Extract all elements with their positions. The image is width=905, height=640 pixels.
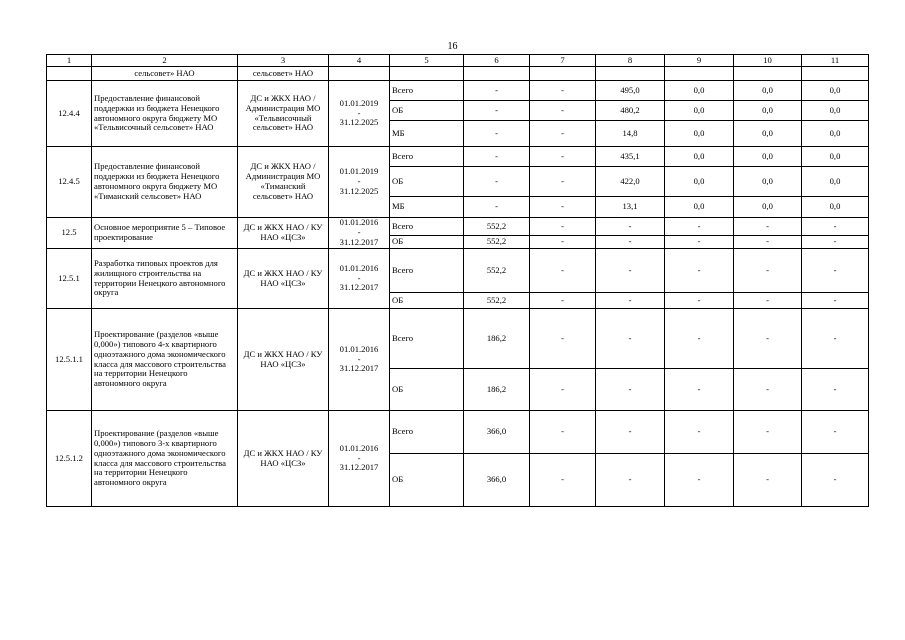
header-cell: 8	[596, 55, 665, 67]
cell-executor: ДС и ЖКХ НАО / КУ НАО «ЦСЗ»	[238, 411, 329, 507]
cell-value: -	[734, 454, 802, 507]
cell-value: 0,0	[665, 167, 734, 197]
cell-value: 366,0	[464, 454, 530, 507]
cell-value: -	[596, 236, 665, 249]
table-row	[47, 81, 869, 101]
cell-description: сельсовет» НАО	[92, 67, 238, 81]
cell-value: -	[530, 197, 596, 218]
cell-value: -	[734, 249, 802, 293]
cell-value: -	[665, 218, 734, 236]
period-line: 31.12.2017	[339, 282, 379, 293]
period-line: -	[357, 176, 361, 187]
period-line: 31.12.2017	[339, 462, 379, 473]
cell	[464, 67, 530, 81]
cell-value: 0,0	[665, 121, 734, 147]
period-line: 01.01.2019	[339, 97, 379, 108]
cell	[47, 67, 92, 81]
cell-value: -	[665, 411, 734, 454]
cell-source: ОБ	[390, 454, 464, 507]
cell-executor: сельсовет» НАО	[238, 67, 329, 81]
budget-table	[46, 54, 869, 507]
table-row	[47, 309, 869, 369]
cell-value: -	[802, 249, 869, 293]
cell-source: МБ	[390, 197, 464, 218]
period-line: 31.12.2017	[339, 236, 379, 247]
cell-source: ОБ	[390, 293, 464, 309]
header-cell: 6	[464, 55, 530, 67]
period-line: -	[357, 227, 361, 238]
cell-value: 552,2	[464, 236, 530, 249]
header-cell: 4	[329, 55, 390, 67]
cell-value: -	[464, 147, 530, 167]
cell-value: 0,0	[734, 197, 802, 218]
cell-description: Основное мероприятие 5 – Типовое проектирование	[92, 218, 238, 249]
cell-value: 0,0	[665, 101, 734, 121]
cell-number: 12.5	[47, 218, 92, 249]
cell-value: -	[734, 236, 802, 249]
period-line: 01.01.2016	[339, 262, 379, 273]
cell-source: Всего	[390, 218, 464, 236]
cell-source: Всего	[390, 147, 464, 167]
header-cell: 1	[47, 55, 92, 67]
cell-source: ОБ	[390, 167, 464, 197]
cell-source: Всего	[390, 249, 464, 293]
cell-value: -	[734, 309, 802, 369]
cell-source: Всего	[390, 411, 464, 454]
cell-period	[329, 81, 390, 147]
period-line: -	[357, 452, 361, 463]
cell-value: -	[530, 411, 596, 454]
cell-value: 13,1	[596, 197, 665, 218]
period-line: 01.01.2016	[339, 343, 379, 354]
cell-value: -	[596, 309, 665, 369]
header-cell: 5	[390, 55, 464, 67]
cell-source: МБ	[390, 121, 464, 147]
cell-value: -	[665, 454, 734, 507]
cell-value: 0,0	[734, 121, 802, 147]
cell-value: 0,0	[802, 197, 869, 218]
cell-value: -	[530, 309, 596, 369]
cell-value: -	[665, 309, 734, 369]
cell-value: 366,0	[464, 411, 530, 454]
cell-value: 0,0	[665, 81, 734, 101]
header-cell: 3	[238, 55, 329, 67]
cell-value: -	[665, 369, 734, 411]
cell-value: -	[802, 369, 869, 411]
cell-value: 0,0	[734, 167, 802, 197]
cell-value: -	[802, 218, 869, 236]
cell	[734, 67, 802, 81]
cell-value: -	[802, 236, 869, 249]
period-line: -	[357, 107, 361, 118]
cell-description: Проектирование (разделов «выше 0,000») типового 3-х квартирного одноэтажного дома экономического класса для массового строительства на территории Ненецкого автономного округа	[92, 411, 238, 507]
cell-period	[329, 411, 390, 507]
cell-period	[329, 147, 390, 218]
table-row	[47, 411, 869, 454]
cell-value: 480,2	[596, 101, 665, 121]
period-line: 31.12.2025	[339, 117, 379, 128]
cell-number: 12.5.1.1	[47, 309, 92, 411]
cell-value: -	[596, 454, 665, 507]
cell-value: 0,0	[665, 147, 734, 167]
cell-executor: ДС и ЖКХ НАО / КУ НАО «ЦСЗ»	[238, 218, 329, 249]
cell-value: -	[665, 249, 734, 293]
cell-value: -	[530, 167, 596, 197]
cell-value: -	[530, 293, 596, 309]
table-row	[47, 249, 869, 293]
cell-value: 495,0	[596, 81, 665, 101]
cell	[390, 67, 464, 81]
cell-value: -	[530, 218, 596, 236]
cell-source: Всего	[390, 81, 464, 101]
column-number-header	[47, 55, 869, 67]
period-line: -	[357, 353, 361, 364]
table-row	[47, 147, 869, 167]
cell-source: ОБ	[390, 236, 464, 249]
cell	[530, 67, 596, 81]
cell-value: -	[530, 249, 596, 293]
cell-value: 422,0	[596, 167, 665, 197]
cell-value: 14,8	[596, 121, 665, 147]
cell-executor: ДС и ЖКХ НАО /Администрация МО «Тельвисочный сельсовет» НАО	[238, 81, 329, 147]
cell-value: -	[464, 121, 530, 147]
cell-value: -	[734, 293, 802, 309]
cell-value: 186,2	[464, 369, 530, 411]
cell-value: 0,0	[734, 101, 802, 121]
cell-description: Проектирование (разделов «выше 0,000») типового 4-х квартирного одноэтажного дома экономического класса для массового строительства на территории Ненецкого автономного округа	[92, 309, 238, 411]
cell-executor: ДС и ЖКХ НАО / КУ НАО «ЦСЗ»	[238, 249, 329, 309]
cell-value: -	[530, 454, 596, 507]
cell-value: -	[802, 411, 869, 454]
cell-value: 552,2	[464, 249, 530, 293]
cell-executor: ДС и ЖКХ НАО / КУ НАО «ЦСЗ»	[238, 309, 329, 411]
header-cell: 11	[802, 55, 869, 67]
table-row	[47, 218, 869, 236]
cell-value: 552,2	[464, 218, 530, 236]
period-line: 01.01.2016	[339, 217, 379, 228]
cell-executor: ДС и ЖКХ НАО /Администрация МО «Тиманский сельсовет» НАО	[238, 147, 329, 218]
cell-value: -	[530, 81, 596, 101]
cell-value: 435,1	[596, 147, 665, 167]
cell-source: ОБ	[390, 101, 464, 121]
cell-value: 0,0	[734, 147, 802, 167]
cell-period	[329, 218, 390, 249]
cell-source: ОБ	[390, 369, 464, 411]
page-number: 16	[447, 41, 458, 52]
cell-value: -	[734, 369, 802, 411]
cell-value: -	[530, 236, 596, 249]
cell-value: -	[530, 101, 596, 121]
cell-value: -	[734, 411, 802, 454]
cell-value: -	[596, 249, 665, 293]
cell-value: 186,2	[464, 309, 530, 369]
cell-value: 0,0	[802, 81, 869, 101]
cell-value: -	[802, 293, 869, 309]
period-line: 01.01.2019	[339, 166, 379, 177]
cell	[665, 67, 734, 81]
cell-description: Предоставление финансовой поддержки из бюджета Ненецкого автономного округа бюджету МО «Тиманский сельсовет» НАО	[92, 147, 238, 218]
cell-value: -	[802, 309, 869, 369]
cell-value: -	[665, 293, 734, 309]
cell-number: 12.5.1.2	[47, 411, 92, 507]
cell-value: -	[530, 147, 596, 167]
cell-value: 0,0	[802, 167, 869, 197]
header-cell: 7	[530, 55, 596, 67]
header-cell: 9	[665, 55, 734, 67]
cell-period	[329, 249, 390, 309]
cell-value: 0,0	[802, 147, 869, 167]
cell-value: -	[596, 369, 665, 411]
period-line: -	[357, 272, 361, 283]
cell-value: -	[596, 293, 665, 309]
cell-description: Предоставление финансовой поддержки из бюджета Ненецкого автономного округа бюджету МО «Тельвисочный сельсовет» НАО	[92, 81, 238, 147]
cell-value: -	[734, 218, 802, 236]
cell-value: -	[530, 121, 596, 147]
cell-description: Разработка типовых проектов для жилищного строительства на территории Ненецкого автономного округа	[92, 249, 238, 309]
cell-value: 552,2	[464, 293, 530, 309]
cell-number: 12.4.4	[47, 81, 92, 147]
cell-value: -	[665, 236, 734, 249]
continuation-row	[47, 67, 869, 81]
cell-value: -	[802, 454, 869, 507]
period-line: 01.01.2016	[339, 442, 379, 453]
cell-value: -	[596, 411, 665, 454]
cell	[329, 67, 390, 81]
header-cell: 2	[92, 55, 238, 67]
cell-number: 12.4.5	[47, 147, 92, 218]
cell-value: -	[596, 218, 665, 236]
cell-value: -	[464, 167, 530, 197]
cell-value: -	[464, 197, 530, 218]
header-cell: 10	[734, 55, 802, 67]
period-line: 31.12.2017	[339, 363, 379, 374]
period-line: 31.12.2025	[339, 185, 379, 196]
cell-value: 0,0	[802, 121, 869, 147]
cell	[596, 67, 665, 81]
cell-number: 12.5.1	[47, 249, 92, 309]
cell-value: 0,0	[802, 101, 869, 121]
cell-value: 0,0	[665, 197, 734, 218]
cell-value: -	[464, 81, 530, 101]
cell-source: Всего	[390, 309, 464, 369]
cell-value: 0,0	[734, 81, 802, 101]
cell	[802, 67, 869, 81]
cell-period	[329, 309, 390, 411]
cell-value: -	[464, 101, 530, 121]
cell-value: -	[530, 369, 596, 411]
